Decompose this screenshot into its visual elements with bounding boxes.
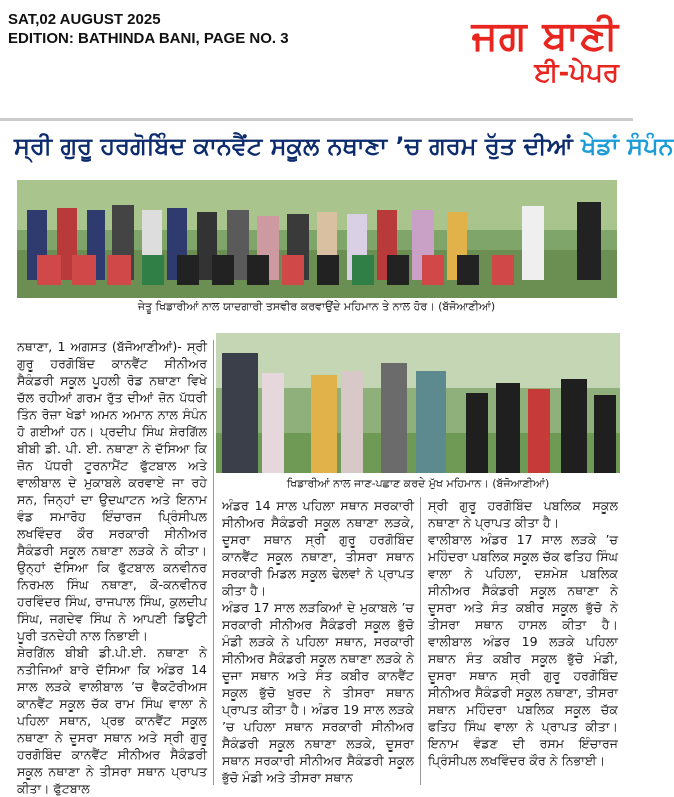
text-column-2 xyxy=(222,497,414,786)
photo1-caption: ਜੇਤੂ ਖਿਡਾਰੀਆਂ ਨਾਲ ਯਾਦਗਾਰੀ ਤਸਵੀਰ ਕਰਵਾਉਂਦੇ ਮਹਿਮਾਨ ਤੇ ਨਾਲ ਹੋਰ। (ਬੱਜੋਆਣੀਆਂ) xyxy=(137,300,496,313)
paragraph: ਵਾਲੀਬਾਲ ਅੰਡਰ 17 ਸਾਲ ਲੜਕੇ ’ਚ ਮਹਿੰਦਰਾ ਪਬਲਿਕ ਸਕੂਲ ਚੱਕ ਫਤਿਹ ਸਿੰਘ ਵਾਲਾ ਨੇ ਪਹਿਲਾ, ਦਸ਼ਮੇਸ਼ ਪਬਲਿਕ ਸੀਨੀਅਰ ਸੈਕੰਡਰੀ ਸਕੂਲ ਨਥਾਣਾ ਨੇ ਦੂਸਰਾ ਅਤੇ ਸੰਤ ਕਬੀਰ ਸਕੂਲ ਭੁੱਚੋ ਨੇ ਤੀਸਰਾ ਸਥਾਨ ਹਾਸਲ ਕੀਤਾ ਹੈ। ਵਾਲੀਬਾਲ ਅੰਡਰ 19 ਲੜਕੇ ਪਹਿਲਾ ਸਥਾਨ ਸੰਤ ਕਬੀਰ ਸਕੂਲ ਭੁੱਚੋ ਮੰਡੀ, ਦੂਸਰਾ ਸਥਾਨ ਸ੍ਰੀ ਗੁਰੂ ਹਰਗੋਬਿੰਦ ਸੀਨੀਅਰ ਸੈਕੰਡਰੀ ਸਕੂਲ ਨਥਾਣਾ, ਤੀਸਰਾ ਸਥਾਨ ਮਹਿੰਦਰਾ ਪਬਲਿਕ ਸਕੂਲ ਚੱਕ ਫਤਿਹ ਸਿੰਘ ਵਾਲਾ ਨੇ ਪ੍ਰਾਪਤ ਕੀਤਾ। ਇਨਾਮ ਵੰਡਣ ਦੀ ਰਸਮ ਇੰਚਾਰਜ ਪ੍ਰਿੰਸੀਪਲ ਲਖਵਿੰਦਰ ਕੌਰ ਨੇ ਨਿਭਾਈ। xyxy=(428,532,618,768)
paragraph: ਸ੍ਰੀ ਗੁਰੂ ਹਰਗੋਬਿੰਦ ਪਬਲਿਕ ਸਕੂਲ ਨਥਾਣਾ ਨੇ ਪ੍ਰਾਪਤ ਕੀਤਾ ਹੈ। xyxy=(428,498,618,530)
headline-accent: ਖੇਡਾਂ ਸੰਪੰਨ xyxy=(581,132,674,160)
logo-name: ਜਗ ਬਾਣੀ xyxy=(471,13,619,59)
paragraph: ਅੰਡਰ 14 ਸਾਲ ਪਹਿਲਾ ਸਥਾਨ ਸਰਕਾਰੀ ਸੀਨੀਅਰ ਸੈਕੰਡਰੀ ਸਕੂਲ ਨਥਾਣਾ ਲੜਕੇ, ਦੂਸਰਾ ਸਥਾਨ ਸ੍ਰੀ ਗੁਰੂ ਹਰਗੋਬਿੰਦ ਕਾਨਵੈਂਟ ਸਕੂਲ ਨਥਾਣਾ, ਤੀਸਰਾ ਸਥਾਨ ਸਰਕਾਰੀ ਮਿਡਲ ਸਕੂਲ ਢੇਲਵਾਂ ਨੇ ਪ੍ਰਾਪਤ ਕੀਤਾ ਹੈ। xyxy=(222,498,414,598)
edition-line: EDITION: BATHINDA BANI, PAGE NO. 3 xyxy=(8,30,289,47)
paragraph: ਅੰਡਰ 17 ਸਾਲ ਲੜਕਿਆਂ ਦੇ ਮੁਕਾਬਲੇ ’ਚ ਸਰਕਾਰੀ ਸੀਨੀਅਰ ਸੈਕੰਡਰੀ ਸਕੂਲ ਭੁੱਚੋ ਮੰਡੀ ਲੜਕੇ ਨੇ ਪਹਿਲਾ ਸਥਾਨ, ਸਰਕਾਰੀ ਸੀਨੀਅਰ ਸੈਕੰਡਰੀ ਸਕੂਲ ਨਥਾਣਾ ਲੜਕੇ ਨੇ ਦੂਜਾ ਸਥਾਨ ਅਤੇ ਸੰਤ ਕਬੀਰ ਕਾਨਵੈਂਟ ਸਕੂਲ ਭੁੱਚੋ ਖੁਰਦ ਨੇ ਤੀਸਰਾ ਸਥਾਨ ਪ੍ਰਾਪਤ ਕੀਤਾ ਹੈ। ਅੰਡਰ 19 ਸਾਲ ਲੜਕੇ ’ਚ ਪਹਿਲਾ ਸਥਾਨ ਸਰਕਾਰੀ ਸੀਨੀਅਰ ਸੈਕੰਡਰੀ ਸਕੂਲ ਨਥਾਣਾ ਲੜਕੇ, ਦੂਸਰਾ ਸਥਾਨ ਸਰਕਾਰੀ ਸੀਨੀਅਰ ਸੈਕੰਡਰੀ ਸਕੂਲ ਭੁੱਚੋ ਮੰਡੀ ਅਤੇ ਤੀਸਰਾ ਸਥਾਨ xyxy=(222,600,414,785)
article-headline xyxy=(14,132,674,160)
column-rule xyxy=(213,340,214,785)
text-column-1 xyxy=(17,338,207,797)
text-column-3 xyxy=(428,497,618,769)
column-rule xyxy=(420,497,421,785)
paragraph: ਸ਼ੇਰਗਿੱਲ ਬੀਬੀ ਡੀ.ਪੀ.ਈ. ਨਥਾਣਾ ਨੇ ਨਤੀਜਿਆਂ ਬਾਰੇ ਦੱਸਿਆ ਕਿ ਅੰਡਰ 14 ਸਾਲ ਲੜਕੇ ਵਾਲੀਬਾਲ ’ਚ ਵੈਕਟੋਰੀਅਸ ਕਾਨਵੈਂਟ ਸਕੂਲ ਚੱਕ ਰਾਮ ਸਿੰਘ ਵਾਲਾ ਨੇ ਪਹਿਲਾ ਸਥਾਨ, ਪ੍ਰਭ ਕਾਨਵੈਂਟ ਸਕੂਲ ਨਥਾਣਾ ਨੇ ਦੂਸਰਾ ਸਥਾਨ ਅਤੇ ਸ੍ਰੀ ਗੁਰੂ ਹਰਗੋਬਿੰਦ ਕਾਨਵੈਂਟ ਸੀਨੀਅਰ ਸੈਕੰਡਰੀ ਸਕੂਲ ਨਥਾਣਾ ਨੇ ਤੀਸਰਾ ਸਥਾਨ ਪ੍ਰਾਪਤ ਕੀਤਾ। ਫੁੱਟਬਾਲ xyxy=(17,645,207,796)
masthead xyxy=(0,0,633,118)
photo2-caption: ਖਿਡਾਰੀਆਂ ਨਾਲ ਜਾਣ-ਪਛਾਣ ਕਰਦੇ ਮੁੱਖ ਮਹਿਮਾਨ। (ਬੱਜੋਆਣੀਆਂ) xyxy=(286,477,550,490)
jagbani-logo xyxy=(472,14,619,88)
date-line: SAT,02 AUGUST 2025 xyxy=(8,11,161,28)
group-photo-image xyxy=(17,180,617,298)
paragraph: ਨਥਾਣਾ, 1 ਅਗਸਤ (ਬੱਜੋਆਣੀਆਂ)- ਸ੍ਰੀ ਗੁਰੂ ਹਰਗੋਬਿੰਦ ਕਾਨਵੈਂਟ ਸੀਨੀਅਰ ਸੈਕੰਡਰੀ ਸਕੂਲ ਪੂਹਲੀ ਰੋਡ ਨਥਾਣਾ ਵਿਖੇ ਚੱਲ ਰਹੀਆਂ ਗਰਮ ਰੁੱਤ ਦੀਆਂ ਜ਼ੋਨ ਪੱਧਰੀ ਤਿੰਨ ਰੋਜ਼ਾ ਖੇਡਾਂ ਅਮਨ ਅਮਾਨ ਨਾਲ ਸੰਪੰਨ ਹੋ ਗਈਆਂ ਹਨ। ਪ੍ਰਦੀਪ ਸਿੰਘ ਸ਼ੇਰਗਿੱਲ ਬੀਬੀ ਡੀ. ਪੀ. ਈ. ਨਥਾਣਾ ਨੇ ਦੱਸਿਆ ਕਿ ਜ਼ੋਨ ਪੱਧਰੀ ਟੂਰਨਾਮੈਂਟ ਫੁੱਟਬਾਲ ਅਤੇ ਵਾਲੀਬਾਲ ਦੇ ਮੁਕਾਬਲੇ ਕਰਵਾਏ ਜਾ ਰਹੇ ਸਨ, ਜਿਨ੍ਹਾਂ ਦਾ ਉਦਘਾਟਨ ਅਤੇ ਇਨਾਮ ਵੰਡ ਸਮਾਰੋਹ ਇੰਚਾਰਜ ਪ੍ਰਿੰਸੀਪਲ ਲਖਵਿੰਦਰ ਕੌਰ ਸਰਕਾਰੀ ਸੀਨੀਅਰ ਸੈਕੰਡਰੀ ਸਕੂਲ ਨਥਾਣਾ ਲੜਕੇ ਨੇ ਕੀਤਾ। ਉਨ੍ਹਾਂ ਦੱਸਿਆ ਕਿ ਫੁੱਟਬਾਲ ਕਨਵੀਨਰ ਨਿਰਮਲ ਸਿੰਘ ਨਥਾਣਾ, ਕੋ-ਕਨਵੀਨਰ ਹਰਵਿੰਦਰ ਸਿੰਘ, ਰਾਜਪਾਲ ਸਿੰਘ, ਕੁਲਦੀਪ ਸਿੰਘ, ਜਗਦੇਵ ਸਿੰਘ ਨੇ ਆਪਣੀ ਡਿਊਟੀ ਪੂਰੀ ਤਨਦੇਹੀ ਨਾਲ ਨਿਭਾਈ। xyxy=(17,339,207,643)
edition-meta xyxy=(8,10,289,48)
group-photo xyxy=(17,180,617,298)
headline-main: ਸ੍ਰੀ ਗੁਰੂ ਹਰਗੋਬਿੰਦ ਕਾਨਵੈਂਟ ਸਕੂਲ ਨਥਾਣਾ ’ਚ ਗਰਮ ਰੁੱਤ ਦੀਆਂ xyxy=(14,132,582,160)
logo-sub: ਈ-ਪੇਪਰ xyxy=(534,58,619,88)
introduction-photo-image xyxy=(216,333,620,473)
introduction-photo xyxy=(216,333,620,473)
